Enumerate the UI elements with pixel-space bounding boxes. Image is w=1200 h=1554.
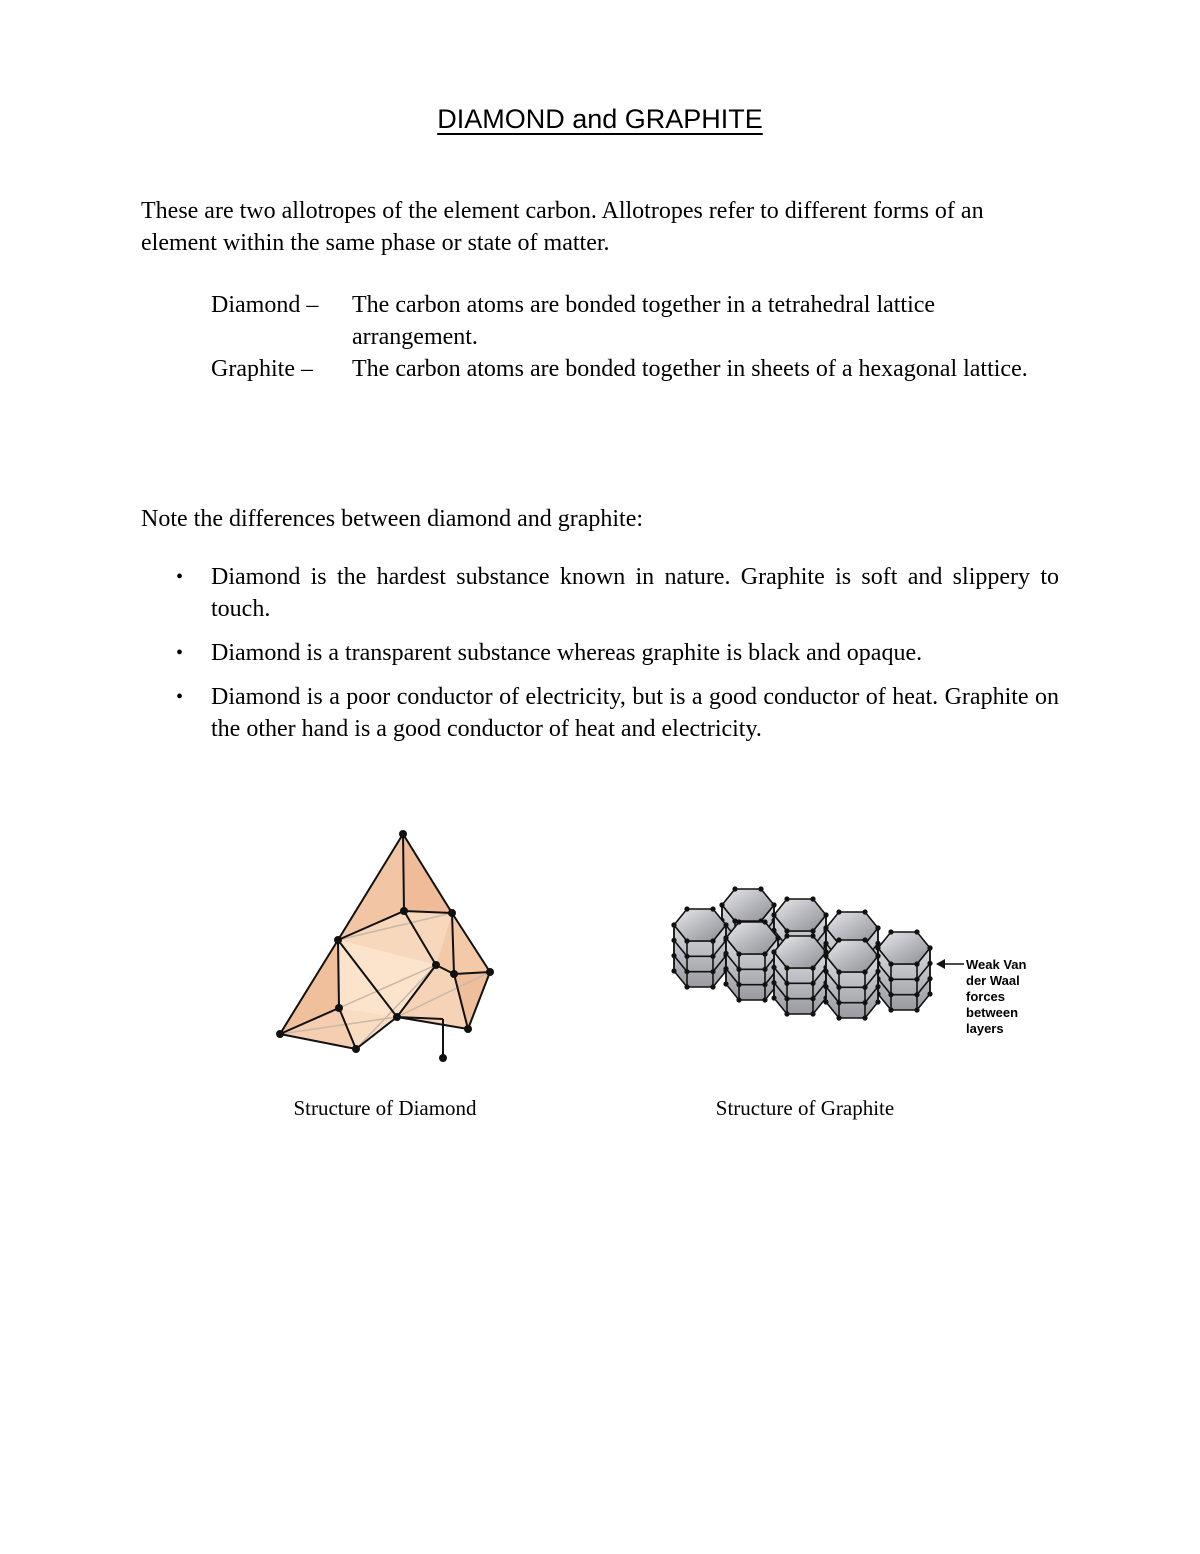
- carbon-atom: [736, 919, 741, 924]
- definition-graphite: [211, 353, 1061, 385]
- carbon-atom: [823, 969, 828, 974]
- carbon-atom: [784, 896, 789, 901]
- carbon-atom: [784, 996, 789, 1001]
- carbon-atom: [888, 929, 893, 934]
- carbon-atom: [684, 938, 689, 943]
- carbon-atom: [888, 1007, 893, 1012]
- carbon-atom: [862, 1000, 867, 1005]
- carbon-atom: [736, 997, 741, 1002]
- list-item: • Diamond is a transparent substance whereas graphite is black and opaque.: [211, 637, 1059, 669]
- graphite-structure-diagram: [660, 880, 1050, 1055]
- carbon-atom: [723, 966, 728, 971]
- carbon-atom: [862, 1015, 867, 1020]
- carbon-atom: [836, 985, 841, 990]
- carbon-atom: [810, 996, 815, 1001]
- carbon-atom: [888, 961, 893, 966]
- list-item: • Diamond is a poor conductor of electricity, but is a good conductor of heat. Graphite on the other hand is a good conductor of heat and electricity.: [211, 681, 1059, 745]
- diamond-structure-diagram: [270, 825, 505, 1070]
- carbon-atom: [875, 953, 880, 958]
- carbon-atom: [684, 906, 689, 911]
- carbon-atom: [927, 945, 932, 950]
- carbon-atom: [810, 981, 815, 986]
- carbon-atom: [914, 1007, 919, 1012]
- carbon-atom: [862, 909, 867, 914]
- annotation-line: layers: [966, 1021, 1004, 1036]
- carbon-atom: [810, 1011, 815, 1016]
- carbon-atom: [771, 980, 776, 985]
- carbon-atom: [723, 981, 728, 986]
- carbon-atom: [836, 937, 841, 942]
- carbon-atom: [862, 969, 867, 974]
- graphite-caption: Structure of Graphite: [715, 1096, 895, 1120]
- carbon-atom: [771, 949, 776, 954]
- carbon-atom: [723, 951, 728, 956]
- carbon-atom: [836, 1015, 841, 1020]
- graphite-annotation: [936, 957, 1027, 1036]
- carbon-atom: [671, 922, 676, 927]
- annotation-line: der Waal: [966, 973, 1020, 988]
- definitions-list: [211, 289, 1061, 385]
- page-title: DIAMOND and GRAPHITE: [437, 104, 763, 134]
- carbon-atom: [671, 968, 676, 973]
- carbon-atom: [927, 991, 932, 996]
- carbon-atom: [710, 984, 715, 989]
- carbon-atom: [771, 965, 776, 970]
- definition-diamond: [211, 289, 1061, 353]
- carbon-atom: [671, 938, 676, 943]
- definition-text: The carbon atoms are bonded together in a tetrahedral lattice arrangement.: [352, 292, 936, 350]
- carbon-atom: [914, 977, 919, 982]
- definition-text: The carbon atoms are bonded together in sheets of a hexagonal lattice.: [352, 356, 1028, 382]
- carbon-atom: [762, 919, 767, 924]
- carbon-atom: [927, 961, 932, 966]
- carbon-atom: [736, 982, 741, 987]
- carbon-atom: [784, 965, 789, 970]
- carbon-atom: [823, 941, 828, 946]
- carbon-atom: [888, 992, 893, 997]
- differences-heading: Note the differences between diamond and graphite:: [141, 506, 644, 532]
- carbon-atom: [810, 928, 815, 933]
- carbon-atom: [710, 906, 715, 911]
- carbon-atom: [862, 985, 867, 990]
- carbon-atom: [736, 967, 741, 972]
- carbon-atom: [823, 925, 828, 930]
- carbon-atom: [784, 928, 789, 933]
- carbon-atom: [836, 969, 841, 974]
- carbon-atom: [875, 999, 880, 1004]
- carbon-atom: [732, 886, 737, 891]
- carbon-atom: [823, 999, 828, 1004]
- diamond-caption: Structure of Diamond: [293, 1096, 477, 1120]
- carbon-atom: [762, 997, 767, 1002]
- carbon-atom: [823, 953, 828, 958]
- carbon-atom: [810, 965, 815, 970]
- carbon-atom: [736, 951, 741, 956]
- carbon-atom: [875, 984, 880, 989]
- carbon-atom: [758, 886, 763, 891]
- definition-term: Graphite –: [211, 356, 313, 382]
- carbon-atom: [914, 961, 919, 966]
- graphite-layers: [671, 886, 932, 1020]
- carbon-atom: [684, 969, 689, 974]
- carbon-atom: [762, 982, 767, 987]
- carbon-atom: [823, 912, 828, 917]
- differences-list: [211, 561, 1059, 757]
- carbon-atom: [914, 929, 919, 934]
- carbon-atom: [823, 984, 828, 989]
- carbon-atom: [762, 951, 767, 956]
- carbon-atom: [836, 909, 841, 914]
- carbon-atom: [875, 925, 880, 930]
- carbon-atom: [927, 976, 932, 981]
- carbon-atom: [810, 896, 815, 901]
- carbon-atom: [710, 938, 715, 943]
- carbon-atom: [684, 984, 689, 989]
- carbon-atom: [719, 902, 724, 907]
- carbon-atom: [914, 992, 919, 997]
- carbon-atom: [862, 937, 867, 942]
- carbon-atom: [723, 935, 728, 940]
- carbon-atom: [671, 953, 676, 958]
- carbon-atom: [875, 969, 880, 974]
- carbon-atom: [684, 954, 689, 959]
- annotation-line: between: [966, 1005, 1019, 1020]
- annotation-line: forces: [966, 989, 1006, 1004]
- annotation-line: Weak Van: [966, 957, 1027, 972]
- carbon-atom: [710, 954, 715, 959]
- carbon-atom: [771, 995, 776, 1000]
- carbon-atom: [875, 945, 880, 950]
- carbon-atom: [784, 1011, 789, 1016]
- arrow-head-icon: [936, 959, 945, 969]
- carbon-atom: [836, 1000, 841, 1005]
- carbon-atom: [762, 967, 767, 972]
- carbon-atom: [888, 977, 893, 982]
- definition-term: Diamond –: [211, 292, 319, 318]
- carbon-atom: [771, 902, 776, 907]
- carbon-atom: [771, 912, 776, 917]
- carbon-atom: [810, 933, 815, 938]
- intro-paragraph: These are two allotropes of the element carbon. Allotropes refer to different forms of an element within the same phase or state of matter.: [141, 198, 984, 256]
- carbon-atom: [710, 969, 715, 974]
- carbon-atom: [723, 922, 728, 927]
- diamond-faces: [280, 834, 490, 1049]
- carbon-atom: [784, 933, 789, 938]
- carbon-atom: [775, 935, 780, 940]
- carbon-atom: [784, 981, 789, 986]
- list-item: • Diamond is the hardest substance known in nature. Graphite is soft and slippery to touch.: [211, 561, 1059, 625]
